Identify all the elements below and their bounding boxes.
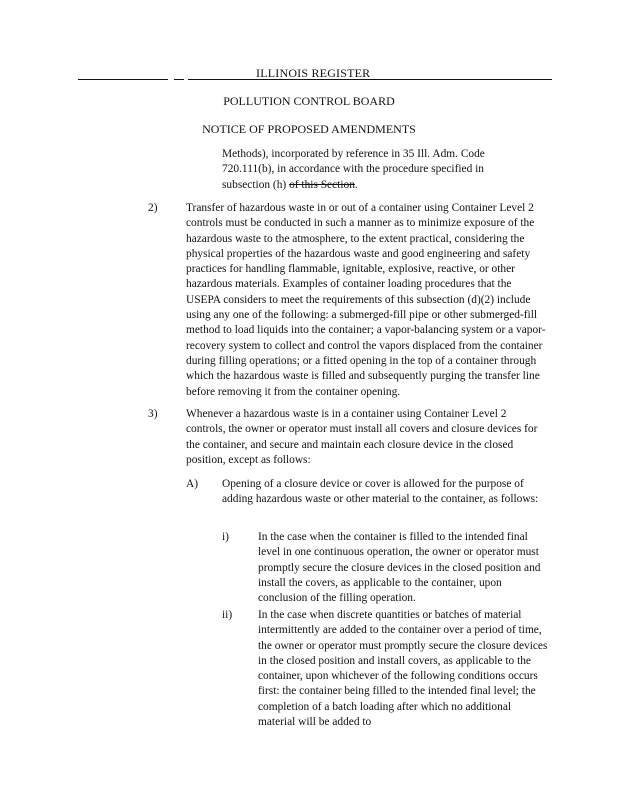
continuation-text xyxy=(222,147,512,193)
board-name: POLLUTION CONTROL BOARD xyxy=(223,94,395,108)
item-number: ii) xyxy=(222,609,233,621)
continuation-body: Methods), incorporated by reference in 35 Ill. Adm. Code 720.111(b), in accordance with the procedure specified in subsection (h) xyxy=(222,148,485,191)
register-title: ILLINOIS REGISTER xyxy=(256,66,371,80)
item-text: In the case when discrete quantities or batches of material intermittently are added to the container over a period of time, the owner or operator must promptly secure the closure devices in the closed position and install covers, as applicable to the container, upon whichever of the following conditions occurs first: the container being filled to the intended final level; the completion of a batch loading after which no additional material will be added to xyxy=(258,609,548,729)
register-header xyxy=(78,66,552,82)
paragraph-text: Whenever a hazardous waste is in a container using Container Level 2 controls, the owner or operator must install all covers and closure devices for the container, and secure and maintain each closure device in the closed position, except as follows: xyxy=(186,408,538,466)
subparagraph-text: Opening of a closure device or cover is allowed for the purpose of adding hazardous waste or other material to the container, as follows: xyxy=(222,478,539,506)
item-text: In the case when the container is filled to the intended final level in one continuous operation, the owner or operator must promptly secure the closure devices in the closed position and install the covers, as applicable to the container, upon conclusion of the filling operation. xyxy=(258,531,541,605)
subparagraph-number: A) xyxy=(186,478,199,490)
header-rule-short xyxy=(174,79,184,80)
notice-heading: NOTICE OF PROPOSED AMENDMENTS xyxy=(202,122,416,136)
struck-text: of this Section xyxy=(289,178,355,191)
paragraph-text: Transfer of hazardous waste in or out of a container using Container Level 2 controls must be conducted in such a manner as to minimize exposure of the hazardous waste to the atmosphere, to the extent practical, considering the physical properties of the hazardous waste and good engineering and safety practices for handling flammable, ignitable, explosive, reactive, or other hazardous materials. Examples of container loading procedures that the USEPA considers to meet the requirements of this subsection (d)(2) include using any one of the following: a submerged-fill pipe or other submerged-fill method to load liquids into the container; a vapor-balancing system or a vapor-recovery system to collect and control the vapors displaced from the container during filling operations; or a fitted opening in the top of a container through which the hazardous waste is filled and subsequently purging the transfer line before removing it from the container opening. xyxy=(186,202,546,398)
header-rule-left xyxy=(78,79,168,80)
item-number: i) xyxy=(222,531,229,543)
continuation-end: . xyxy=(354,178,358,191)
paragraph-number: 2) xyxy=(148,202,158,214)
paragraph-number: 3) xyxy=(148,408,158,420)
